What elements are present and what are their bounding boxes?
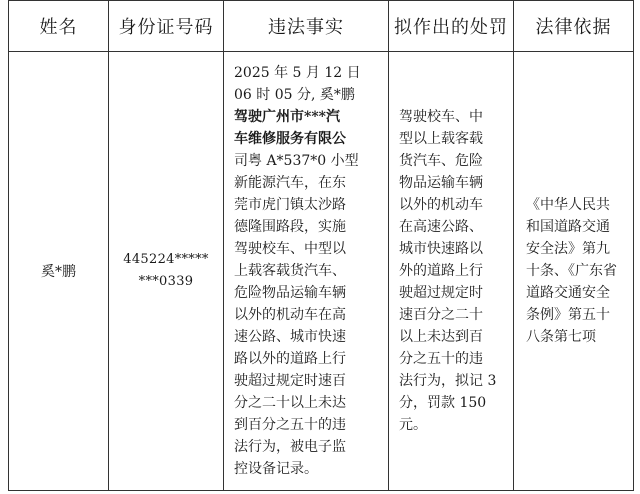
penalty-line: 物品运输车辆 [399,175,483,191]
facts-line-plate: 司粤 A*537*0 小型 [234,153,359,169]
penalty-line: 以上未达到百 [399,329,483,345]
penalty-line: 城市快速路以 [399,241,483,257]
header-id-number: 身份证号码 [109,1,224,52]
penalty-table [8,0,634,491]
header-name: 姓名 [9,1,109,52]
penalty-line: 型以上载客载 [399,131,483,147]
name-cell [9,52,109,491]
law-line: 条例》第五十 [526,307,610,323]
penalty-line: 驶超过规定时 [399,285,483,301]
facts-line: 以外的机动车在高 [234,307,346,323]
law-line: 安全法》第九 [526,241,610,257]
facts-line: 到百分之五十的违 [234,417,346,433]
law-line: 十条、《广东省 [526,263,617,279]
penalty-line: 元。 [399,417,427,433]
law-line: 《中华人民共 [526,197,610,213]
facts-line: 驶超过规定时速百 [234,373,346,389]
facts-line: 分之二十以上未达 [234,395,346,411]
penalty-line: 法行为，拟记 3 [399,373,497,389]
facts-line: 德隆围路段，实施 [234,219,346,235]
violation-facts-cell [224,52,389,491]
facts-line-company: 驾驶广州市***汽 [234,109,340,125]
penalty-line: 驾驶校车、中 [399,109,483,125]
legal-basis-cell [514,52,634,491]
penalty-line: 速百分之二十 [399,307,483,323]
header-violation-facts: 违法事实 [224,1,389,52]
facts-line: 法行为，被电子监 [234,439,346,455]
header-proposed-penalty: 拟作出的处罚 [389,1,514,52]
penalty-line: 货汽车、危险 [399,153,483,169]
facts-line-company: 车维修服务有限公 [234,131,346,147]
penalty-line: 分，罚款 150 [399,395,487,411]
proposed-penalty-cell [389,52,514,491]
facts-line: 新能源汽车，在东 [234,175,346,191]
penalty-line: 分之五十的违 [399,351,483,367]
facts-line: 路以外的道路上行 [234,351,346,367]
person-name: 奚*鹏 [41,264,76,280]
facts-line: 上载客载货汽车、 [234,263,346,279]
penalty-line: 在高速公路、 [399,219,483,235]
id-number-cell [109,52,224,491]
facts-line: 危险物品运输车辆 [234,285,346,301]
header-legal-basis: 法律依据 [514,1,634,52]
facts-line: 06 时 05 分, 奚*鹏 [234,87,355,103]
law-line: 和国道路交通 [526,219,610,235]
table-row [9,52,634,491]
facts-line: 速公路、城市快速 [234,329,346,345]
law-line: 八条第七项 [526,329,596,345]
facts-line: 控设备记录。 [234,461,318,477]
penalty-line: 外的道路上行 [399,263,483,279]
id-number-line-1: 445224***** [123,252,209,267]
facts-line: 驾驶校车、中型以 [234,241,346,257]
penalty-line: 以外的机动车 [399,197,483,213]
law-line: 道路交通安全 [526,285,610,301]
id-number-line-2: ***0339 [138,274,194,289]
header-row [9,1,634,52]
facts-line: 莞市虎门镇太沙路 [234,197,346,213]
facts-line: 2025 年 5 月 12 日 [234,65,361,81]
